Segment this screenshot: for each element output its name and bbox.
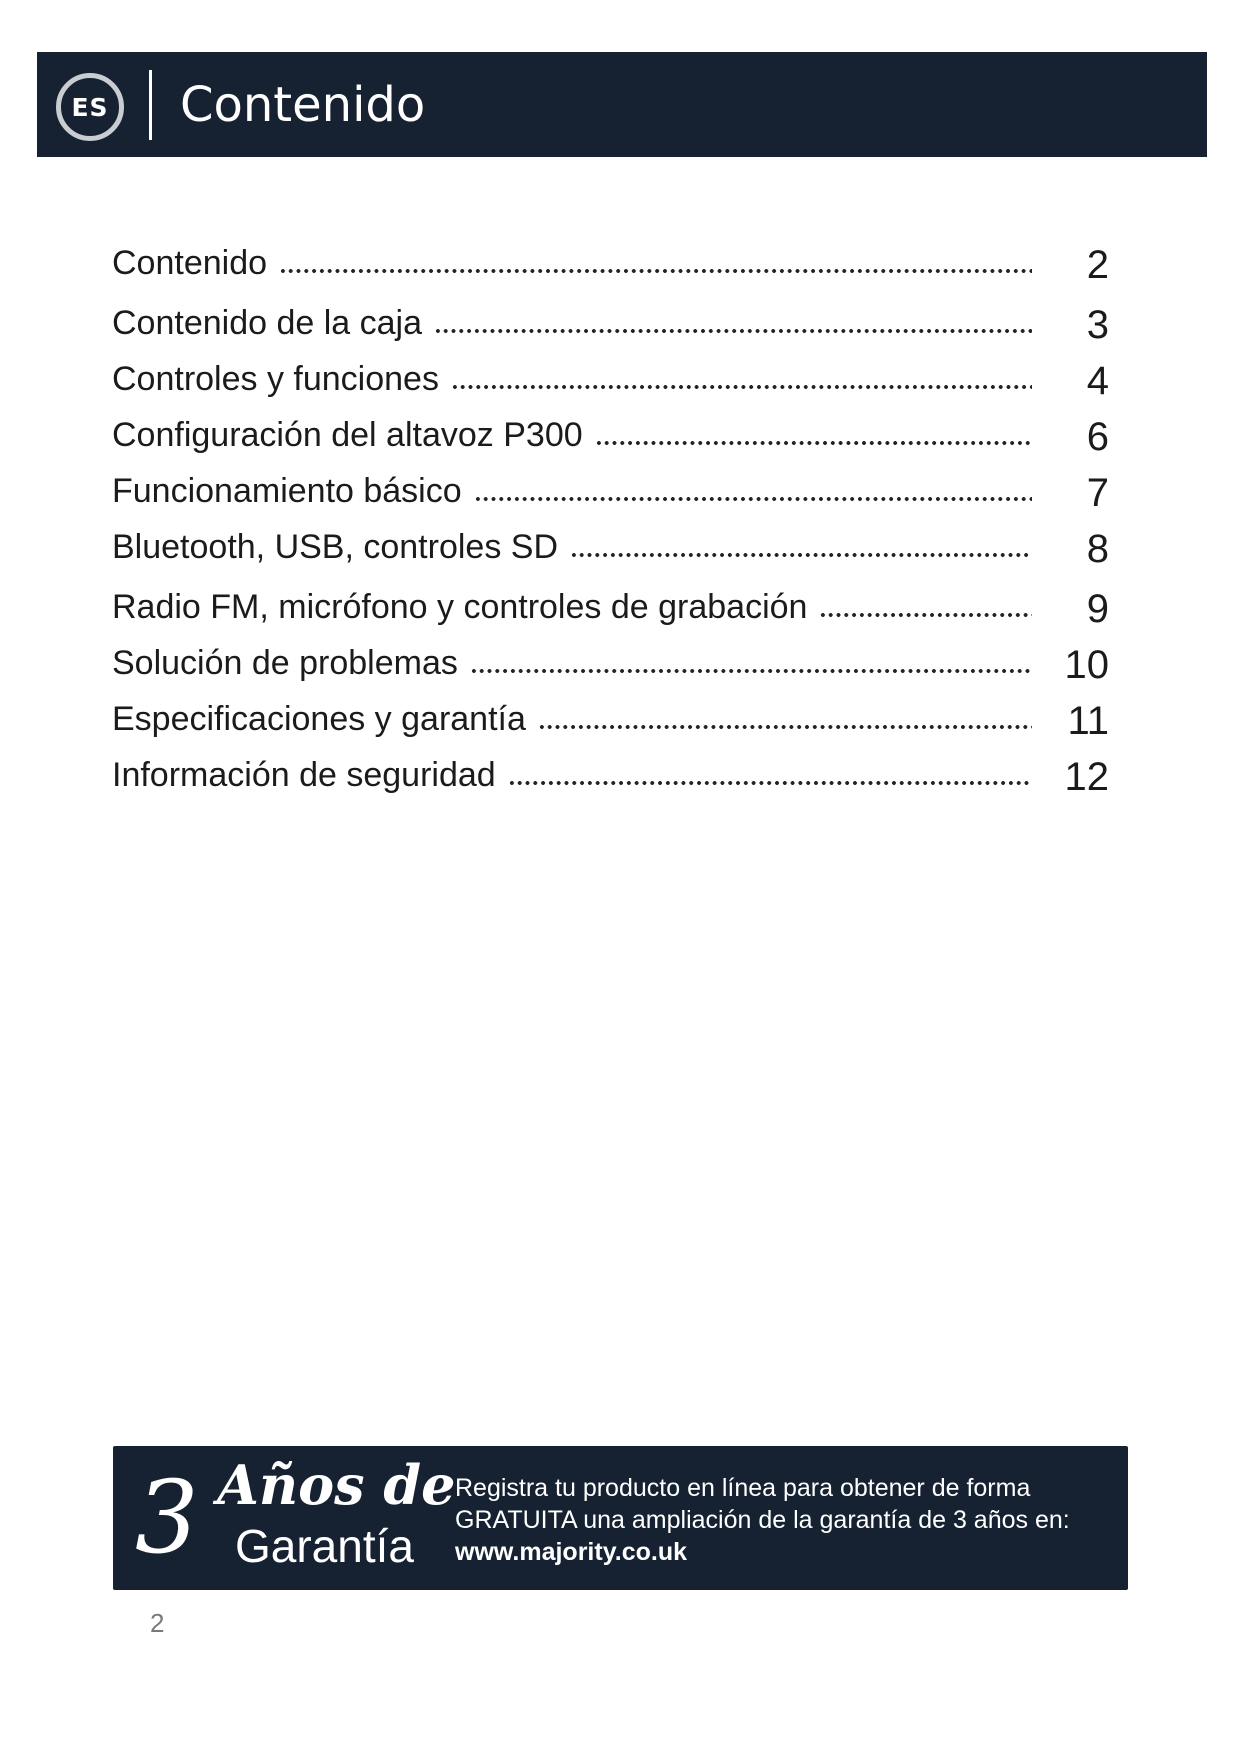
header-divider — [149, 70, 152, 140]
warranty-line-2: GRATUITA una ampliación de la garantía de 3 años en: — [455, 1506, 1070, 1534]
toc-entry-label: Bluetooth, USB, controles SD — [112, 528, 559, 566]
toc-entry[interactable] — [112, 638, 1117, 688]
toc-entry-page: 2 — [1086, 243, 1109, 287]
toc-entry[interactable] — [112, 582, 1117, 632]
toc-leader-dots — [508, 780, 1032, 786]
toc-entry[interactable] — [112, 466, 1117, 516]
toc-entry-page: 6 — [1086, 415, 1109, 459]
page-header — [37, 52, 1207, 157]
toc-entry-page: 12 — [1064, 755, 1109, 799]
toc-entry-label: Solución de problemas — [112, 644, 458, 682]
warranty-line-1: Registra tu producto en línea para obtener de forma — [455, 1474, 1031, 1502]
language-badge: ES — [56, 73, 124, 141]
toc-entry-page: 11 — [1067, 699, 1109, 743]
toc-leader-dots — [538, 724, 1032, 730]
toc-entry[interactable] — [112, 354, 1117, 404]
warranty-banner — [113, 1446, 1128, 1590]
toc-leader-dots — [451, 384, 1032, 390]
toc-entry-label: Contenido de la caja — [112, 304, 423, 342]
toc-entry-label: Radio FM, micrófono y controles de grabación — [112, 588, 808, 626]
toc-entry[interactable] — [112, 410, 1117, 460]
toc-leader-dots — [595, 440, 1032, 446]
toc-entry-label: Información de seguridad — [112, 756, 496, 794]
toc-entry-page: 8 — [1086, 527, 1109, 571]
toc-leader-dots — [570, 552, 1032, 558]
toc-entry-page: 4 — [1086, 359, 1109, 403]
toc-entry-page: 7 — [1086, 471, 1109, 515]
warranty-url-link[interactable]: www.majority.co.uk — [455, 1538, 687, 1566]
warranty-years-label: Años de — [217, 1453, 456, 1517]
toc-entry[interactable] — [112, 522, 1117, 572]
toc-leader-dots — [474, 496, 1032, 502]
warranty-years-number: 3 — [135, 1459, 199, 1576]
toc-entry-label: Configuración del altavoz P300 — [112, 416, 583, 454]
toc-entry-label: Contenido — [112, 244, 268, 282]
toc-entry[interactable] — [112, 694, 1117, 744]
toc-leader-dots — [279, 268, 1032, 274]
toc-entry[interactable] — [112, 238, 1117, 288]
toc-entry[interactable] — [112, 750, 1117, 800]
warranty-word: Garantía — [235, 1520, 414, 1572]
toc-leader-dots — [470, 668, 1032, 674]
toc-leader-dots — [819, 612, 1032, 618]
toc-leader-dots — [434, 328, 1032, 334]
toc-entry-page: 10 — [1064, 643, 1109, 687]
toc-entry[interactable] — [112, 298, 1117, 348]
toc-entry-page: 3 — [1086, 303, 1109, 347]
toc-entry-label: Controles y funciones — [112, 360, 439, 398]
toc-entry-page: 9 — [1086, 587, 1109, 631]
warranty-description — [455, 1472, 1070, 1568]
toc-entry-label: Funcionamiento básico — [112, 472, 462, 510]
page-number: 2 — [150, 1608, 165, 1638]
page-title: Contenido — [180, 77, 426, 133]
toc-entry-label: Especificaciones y garantía — [112, 700, 526, 738]
